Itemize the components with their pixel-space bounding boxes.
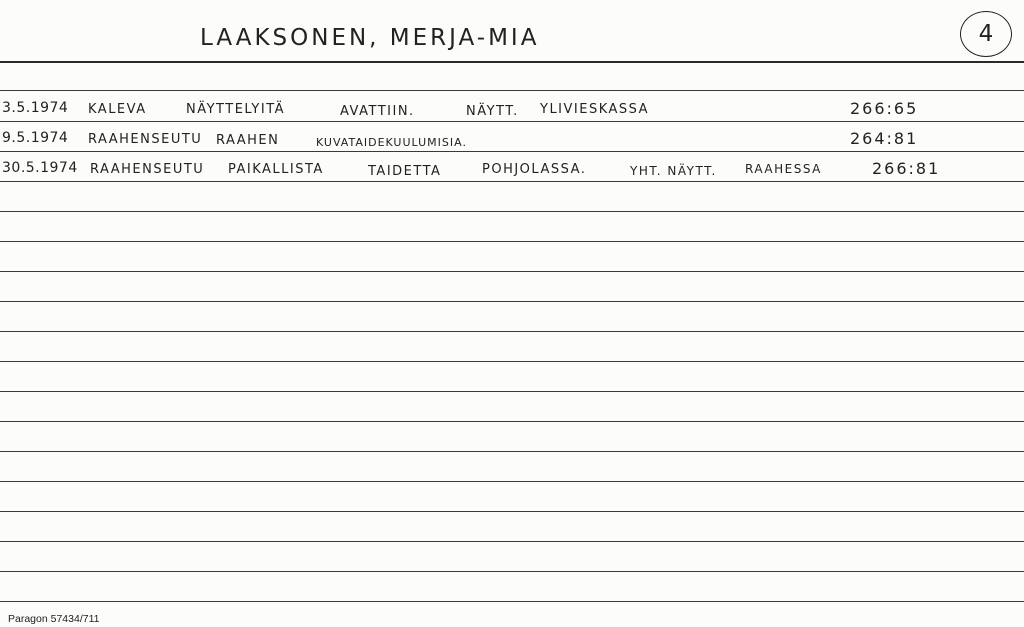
form-footer: Paragon 57434/711 <box>8 613 100 625</box>
ruled-line <box>0 361 1024 362</box>
header-rule <box>0 61 1024 63</box>
entry-reference: 266:81 <box>872 159 941 178</box>
entry-source: RAAHENSEUTU <box>88 132 203 147</box>
ruled-line <box>0 241 1024 242</box>
ruled-line <box>0 391 1024 392</box>
ruled-line <box>0 451 1024 452</box>
ruled-line <box>0 511 1024 512</box>
entry-source: KALEVA <box>88 102 147 117</box>
card-number: 4 <box>978 21 994 47</box>
entry-text: YLIVIESKASSA <box>540 102 650 117</box>
entry-text: NÄYTTELYITÄ <box>186 102 286 117</box>
ruled-line <box>0 90 1024 91</box>
card-name: LAAKSONEN, MERJA-MIA <box>200 25 540 51</box>
entry-text: TAIDETTA <box>368 164 442 179</box>
ruled-line <box>0 151 1024 152</box>
entry-text: YHT. NÄYTT. <box>630 164 717 178</box>
entry-reference: 266:65 <box>850 99 919 118</box>
entry-text: NÄYTT. <box>466 104 519 119</box>
entry-reference: 264:81 <box>850 129 919 148</box>
ruled-line <box>0 571 1024 572</box>
ruled-line <box>0 601 1024 602</box>
ruled-line <box>0 481 1024 482</box>
entry-text: KUVATAIDEKUULUMISIA. <box>316 136 467 149</box>
ruled-line <box>0 301 1024 302</box>
ruled-line <box>0 271 1024 272</box>
entry-text: RAAHESSA <box>745 162 822 176</box>
ruled-line <box>0 331 1024 332</box>
entry-date: 9.5.1974 <box>2 130 69 146</box>
ruled-line <box>0 121 1024 122</box>
entry-source: RAAHENSEUTU <box>90 162 205 177</box>
entry-text: AVATTIIN. <box>340 104 415 119</box>
entry-date: 3.5.1974 <box>2 100 69 116</box>
ruled-line <box>0 541 1024 542</box>
card-number-circle <box>960 11 1012 57</box>
entry-text: POHJOLASSA. <box>482 162 587 177</box>
ruled-line <box>0 421 1024 422</box>
entry-date: 30.5.1974 <box>2 160 78 176</box>
ruled-line <box>0 211 1024 212</box>
entry-text: RAAHEN <box>216 133 280 148</box>
ruled-line <box>0 181 1024 182</box>
entry-text: PAIKALLISTA <box>228 162 324 177</box>
